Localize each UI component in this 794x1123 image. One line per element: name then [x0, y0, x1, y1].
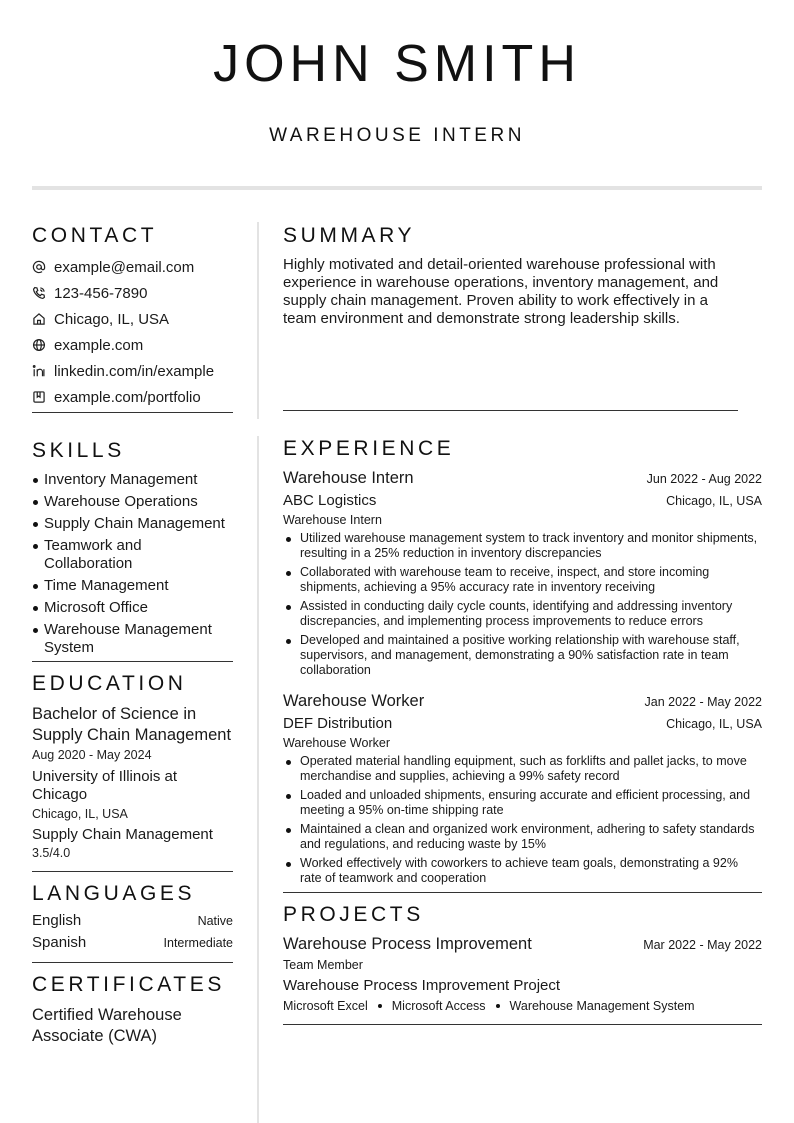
candidate-name: JOHN SMITH: [213, 35, 581, 93]
education-heading: EDUCATION: [32, 672, 187, 695]
experience-entry: [283, 690, 762, 886]
project-dates: Mar 2022 - May 2022: [643, 938, 762, 952]
certificate-item: Certified Warehouse Associate (CWA): [32, 1006, 182, 1045]
job-bullet: Utilized warehouse management system to track inventory and monitor shipments, resulting in a 25% reduction in inventory discrepancies: [283, 531, 762, 561]
candidate-title: WAREHOUSE INTERN: [269, 125, 525, 146]
language-level: Intermediate: [163, 936, 233, 950]
language-name: Spanish: [32, 934, 87, 951]
globe-icon: [32, 338, 54, 352]
contact-linkedin-text: linkedin.com/in/example: [54, 362, 215, 380]
language-row: [32, 912, 233, 934]
job-bullet: Assisted in conducting daily cycle counts, identifying and addressing inventory discrepancies, and implementing process improvements to reduce errors: [283, 599, 762, 629]
column-divider-top: [257, 222, 259, 419]
job-company: ABC Logistics: [283, 492, 377, 509]
skill-item: Supply Chain Management: [32, 515, 233, 533]
summary-heading: SUMMARY: [283, 224, 416, 247]
job-role: Warehouse Worker: [283, 736, 390, 750]
experience-divider: [283, 892, 762, 893]
job-title: Warehouse Intern: [283, 469, 414, 487]
job-dates: Jun 2022 - Aug 2022: [646, 472, 762, 486]
summary-text: Highly motivated and detail-oriented warehouse professional with experience in warehouse operations, inventory management, and supply chain management. Proven ability to work effectively in a team environment and demonstrate strong leadership skills.: [283, 256, 719, 327]
project-title: Warehouse Process Improvement: [283, 935, 532, 953]
skill-item: Inventory Management: [32, 471, 233, 489]
portfolio-icon: [32, 390, 54, 404]
project-tool: Microsoft Access: [391, 999, 486, 1013]
projects-section: [283, 901, 762, 1025]
contact-website[interactable]: [32, 332, 233, 358]
contact-heading: CONTACT: [32, 224, 158, 247]
skills-section: [32, 437, 233, 662]
job-title: Warehouse Worker: [283, 692, 425, 710]
languages-heading: LANGUAGES: [32, 882, 196, 905]
education-location: Chicago, IL, USA: [32, 807, 128, 821]
experience-entry: [283, 467, 762, 678]
job-bullet: Maintained a clean and organized work environment, adhering to safety standards and regulations, and reducing waste by 15%: [283, 822, 762, 852]
job-bullet: Worked effectively with coworkers to achieve team goals, demonstrating a 92% rate of teamwork and cooperation: [283, 856, 762, 886]
job-location: Chicago, IL, USA: [666, 717, 762, 731]
separator-dot: [496, 1004, 500, 1008]
contact-website-text: example.com: [54, 336, 144, 354]
summary-section: [283, 222, 762, 411]
contact-linkedin[interactable]: [32, 358, 233, 384]
job-bullet: Developed and maintained a positive working relationship with warehouse staff, supervisors, and management, demonstrating a 90% satisfaction rate in team collaboration: [283, 633, 762, 678]
contact-location: [32, 306, 233, 332]
project-tool: Warehouse Management System: [509, 999, 695, 1013]
job-role: Warehouse Intern: [283, 513, 382, 527]
contact-location-text: Chicago, IL, USA: [54, 310, 170, 328]
project-role: Team Member: [283, 958, 363, 972]
contact-email[interactable]: [32, 254, 233, 280]
contact-section: [32, 222, 233, 413]
job-bullet: Collaborated with warehouse team to receive, inspect, and store incoming shipments, achieving a 95% accuracy rate in inventory receiving: [283, 565, 762, 595]
project-tools: [283, 998, 762, 1014]
projects-heading: PROJECTS: [283, 903, 424, 926]
skill-item: Teamwork and Collaboration: [32, 537, 233, 573]
at-icon: [32, 260, 54, 274]
education-school: University of Illinois at Chicago: [32, 768, 178, 803]
skill-item: Warehouse Operations: [32, 493, 233, 511]
language-row: [32, 934, 233, 956]
contact-phone[interactable]: [32, 280, 233, 306]
column-divider-bottom: [257, 436, 259, 1123]
project-name: Warehouse Process Improvement Project: [283, 977, 561, 994]
education-divider: [32, 871, 233, 872]
experience-section: [283, 435, 762, 893]
separator-dot: [378, 1004, 382, 1008]
certificates-heading: CERTIFICATES: [32, 973, 225, 996]
skill-item: Time Management: [32, 577, 233, 595]
experience-heading: EXPERIENCE: [283, 437, 455, 460]
phone-icon: [32, 286, 54, 300]
contact-phone-text: 123-456-7890: [54, 284, 148, 302]
projects-divider: [283, 1024, 762, 1025]
right-column: [283, 222, 762, 1025]
contact-portfolio-text: example.com/portfolio: [54, 388, 201, 406]
summary-divider: [283, 410, 738, 411]
job-bullet: Loaded and unloaded shipments, ensuring accurate and efficient processing, and meeting a 95% on-time shipping rate: [283, 788, 762, 818]
header-divider: [32, 186, 762, 190]
skill-item: Microsoft Office: [32, 599, 233, 617]
language-level: Native: [197, 914, 233, 928]
skill-item: Warehouse Management System: [32, 621, 233, 657]
contact-divider: [32, 412, 233, 413]
languages-section: [32, 880, 233, 963]
education-field: Supply Chain Management: [32, 826, 213, 843]
left-column: [32, 222, 233, 1047]
project-tool: Microsoft Excel: [283, 999, 368, 1013]
language-name: English: [32, 912, 82, 929]
skills-heading: SKILLS: [32, 439, 125, 462]
contact-portfolio[interactable]: [32, 384, 233, 410]
project-entry: [283, 933, 762, 1014]
linkedin-icon: [32, 364, 54, 378]
certificates-section: [32, 971, 233, 1047]
contact-email-text: example@email.com: [54, 258, 195, 276]
education-dates: Aug 2020 - May 2024: [32, 748, 152, 762]
education-gpa: 3.5/4.0: [32, 846, 71, 860]
languages-divider: [32, 962, 233, 963]
job-bullet: Operated material handling equipment, such as forklifts and pallet jacks, to move merchandise and supplies, achieving a 99% safety record: [283, 754, 762, 784]
job-location: Chicago, IL, USA: [666, 494, 762, 508]
skills-divider: [32, 661, 233, 662]
job-company: DEF Distribution: [283, 715, 393, 732]
education-degree: Bachelor of Science in Supply Chain Management: [32, 705, 232, 744]
home-icon: [32, 312, 54, 326]
job-dates: Jan 2022 - May 2022: [644, 695, 762, 709]
education-section: [32, 670, 233, 872]
